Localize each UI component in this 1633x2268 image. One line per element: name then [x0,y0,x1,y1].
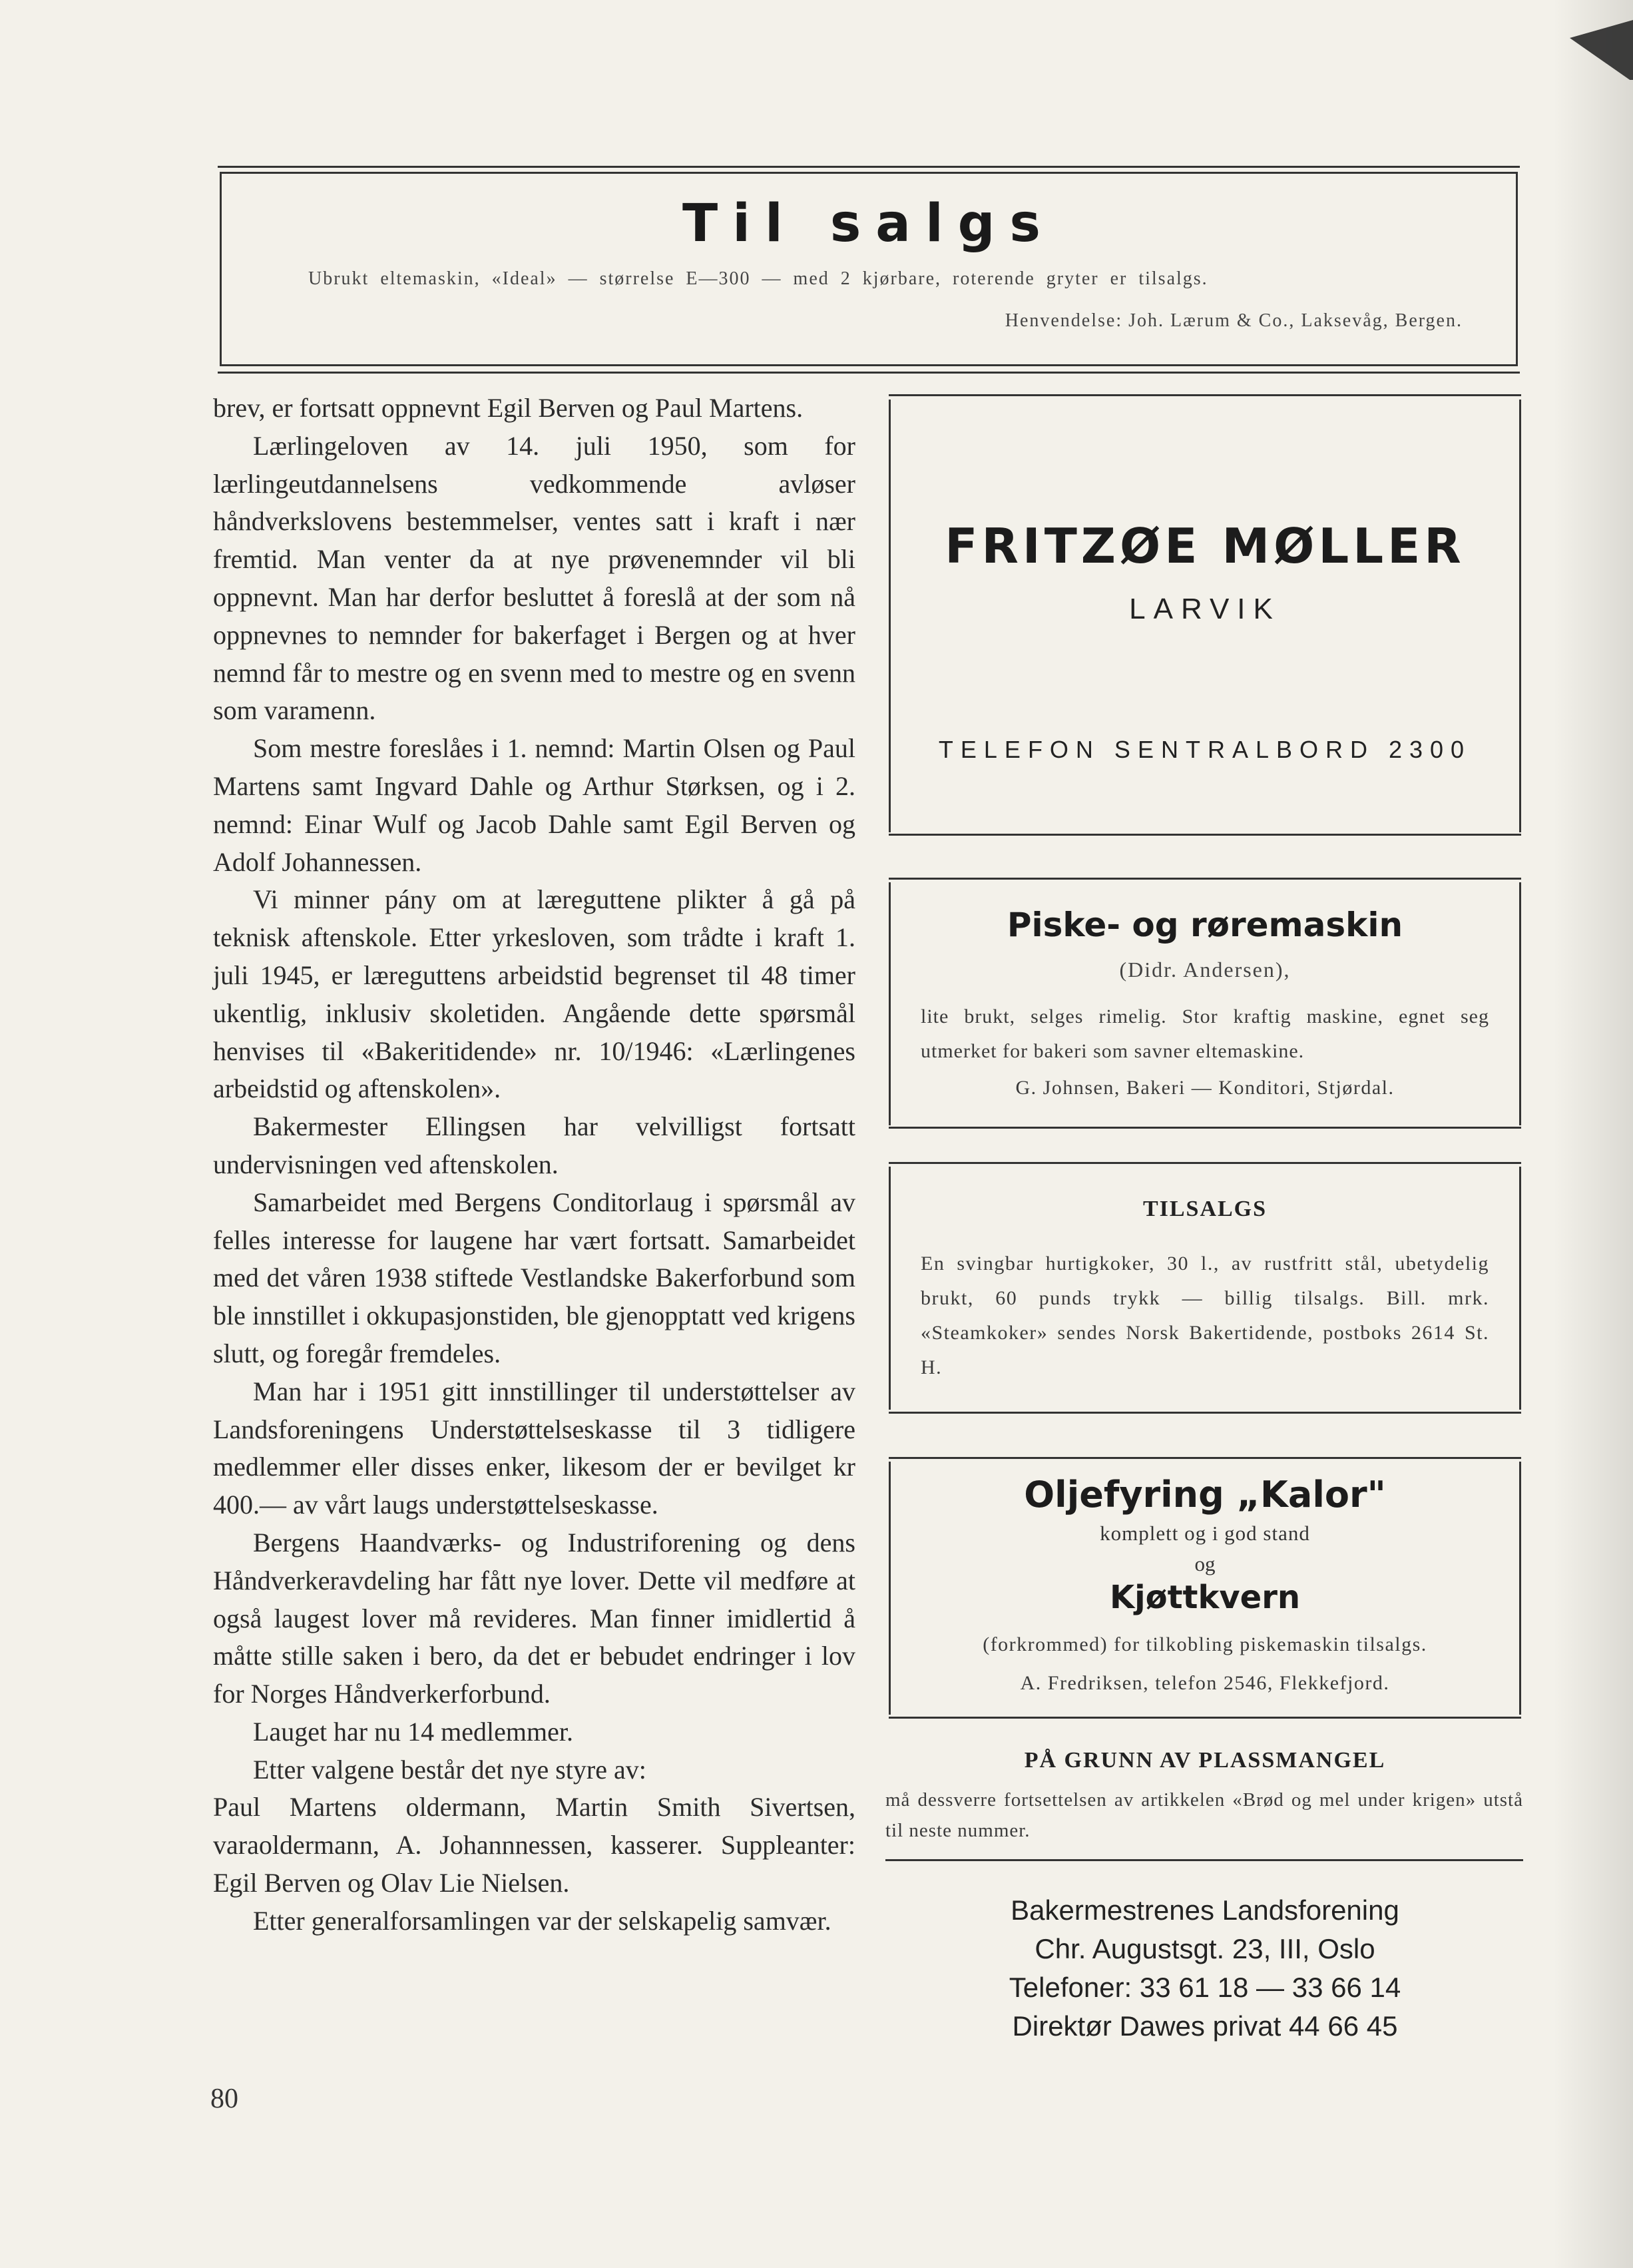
piske-title: Piske- og røremaskin [1007,906,1403,944]
til-salgs-line1: Ubrukt eltemaskin, «Ideal» — størrelse E—300 — med 2 kjørbare, roterende gryter er tilsalgs. [308,268,1208,289]
article-paragraph: Vi minner pány om at læreguttene plikter å gå på teknisk aftenskole. Etter yrkesloven, som trådte i kraft 1. juli 1945, er læreguttens arbeidstid begrenset til 48 timer ukentlig, inklusiv skoletiden. Angående dette spørsmål henvises til «Bakeritidende» nr. 10/1946: «Lærlingenes arbeidstid og aftenskolen». [213,884,855,1104]
fritzoe-moller-ad [889,400,1521,832]
tilsalgs-ad [889,1167,1521,1410]
article-column [213,390,855,1940]
plassmangel-title: PÅ GRUNN AV PLASSMANGEL [1024,1748,1386,1773]
rule [889,1717,1521,1719]
article-paragraph: Man har i 1951 gitt innstillinger til understøttelser av Landsforeningens Understøttelseskasse til 3 tidligere medlemmer eller disses enker, likesom der er bevilget kr 400.— av vårt laugs understøttelseskasse. [213,1376,855,1520]
page-number: 80 [210,2084,238,2114]
article-paragraph: Bergens Haandværks- og Industriforening og dens Håndverkeravdeling har fått nye lover. Dette vil medføre at også laugest lover må revideres. Man finner imidlertid å måtte stille saken i bero, da det er bebudet endringer i lov for Norges Håndverkerforbund. [213,1527,855,1709]
footer-address: Chr. Augustsgt. 23, III, Oslo [1035,1933,1375,1964]
piske-body: lite brukt, selges rimelig. Stor kraftig maskine, egnet seg utmerket for bakeri som savner eltemaskine. [921,1005,1489,1062]
olje-line2: komplett og i god stand [1100,1522,1310,1545]
olje-contact: A. Fredriksen, telefon 2546, Flekkefjord. [1020,1672,1390,1694]
footer-direktor: Direktør Dawes privat 44 66 45 [1012,2010,1398,2042]
piske-ad [889,882,1521,1125]
tilsalgs-title: TILSALGS [1142,1197,1268,1221]
article-paragraph: Lauget har nu 14 medlemmer. [253,1716,573,1747]
til-salgs-contact: Henvendelse: Joh. Lærum & Co., Laksevåg, Bergen. [1005,310,1463,331]
fritzoe-city: LARVIK [1129,593,1281,625]
article-paragraph: Etter generalforsamlingen var der selskapelig samvær. [253,1905,831,1936]
til-salgs-ad [220,172,1518,366]
rule [889,1162,1521,1164]
article-paragraph: brev, er fortsatt oppnevnt Egil Berven og Paul Martens. [213,393,804,423]
scan-edge-shadow [1553,0,1633,2268]
oljefyring-ad [889,1462,1521,1715]
rule [889,1457,1521,1459]
plassmangel-body: må dessverre fortsettelsen av artikkelen «Brød og mel under krigen» utstå til neste nummer. [885,1789,1523,1841]
tilsalgs-body: En svingbar hurtigkoker, 30 l., av rustfritt stål, ubetydelig brukt, 60 punds trykk — billig tilsalgs. Bill. mrk. «Steamkoker» sendes Norsk Bakertidende, postboks 2614 St. H. [921,1253,1489,1378]
olje-line3: og [1194,1552,1216,1575]
footer-org: Bakermestrenes Landsforening [1011,1894,1399,1926]
rule [889,1127,1521,1129]
rule [885,1859,1523,1861]
article-paragraph: Samarbeidet med Bergens Conditorlaug i spørsmål av felles interesse for laugene har vært fortsatt. Samarbeidet med det våren 1938 stiftede Vestlandske Bakerforbund som ble innstillet i okkupasjonstiden, ble gjenopptatt ved krigens slutt, og foregår fremdeles. [213,1187,855,1368]
ad-top-rule [218,166,1520,168]
article-paragraph: Lærlingeloven av 14. juli 1950, som for lærlingeutdannelsens vedkommende avløser håndverkslovens bestemmelser, ventes satt i kraft i nær fremtid. Man venter da at nye prøvenemnder vil bli oppnevnt. Man har derfor besluttet å foreslå at der som nå oppnevnes to nemnder for bakerfaget i Bergen og at hver nemnd får to mestre og en svenn med to mestre og en svenn som varamenn. [213,430,855,726]
fritzoe-telefon: TELEFON SENTRALBORD 2300 [938,736,1472,763]
article-paragraph: Etter valgene består det nye styre av: [253,1754,646,1785]
article-paragraph: Bakermester Ellingsen har velvilligst fortsatt undervisningen ved aftenskolen. [213,1111,855,1179]
publisher-footer [889,1891,1521,2046]
fritzoe-name: FRITZØE MØLLER [945,518,1465,574]
article-paragraph: Paul Martens oldermann, Martin Smith Sivertsen, varaoldermann, A. Johannnessen, kasserer. Suppleanter: Egil Berven og Olav Lie Nielsen. [213,1792,855,1898]
olje-line5: (forkrommed) for tilkobling piskemaskin tilsalgs. [983,1633,1427,1655]
olje-title: Oljefyring „Kalor" [1024,1474,1386,1516]
til-salgs-title: Til salgs [682,194,1055,254]
ad-bottom-rule [218,372,1520,374]
kjottkvern-title: Kjøttkvern [1109,1579,1301,1616]
footer-telefoner: Telefoner: 33 61 18 — 33 66 14 [1009,1972,1401,2003]
rule [889,834,1521,836]
rule [889,1412,1521,1414]
rule [889,394,1521,396]
piske-subtitle: (Didr. Andersen), [1119,958,1291,982]
rule [889,878,1521,880]
piske-signature: G. Johnsen, Bakeri — Konditori, Stjørdal. [1015,1077,1395,1099]
article-paragraph: Som mestre foreslåes i 1. nemnd: Martin Olsen og Paul Martens samt Ingvard Dahle og Arthur Størksen, og i 2. nemnd: Einar Wulf og Jacob Dahle samt Egil Berven og Adolf Johannessen. [213,733,855,877]
